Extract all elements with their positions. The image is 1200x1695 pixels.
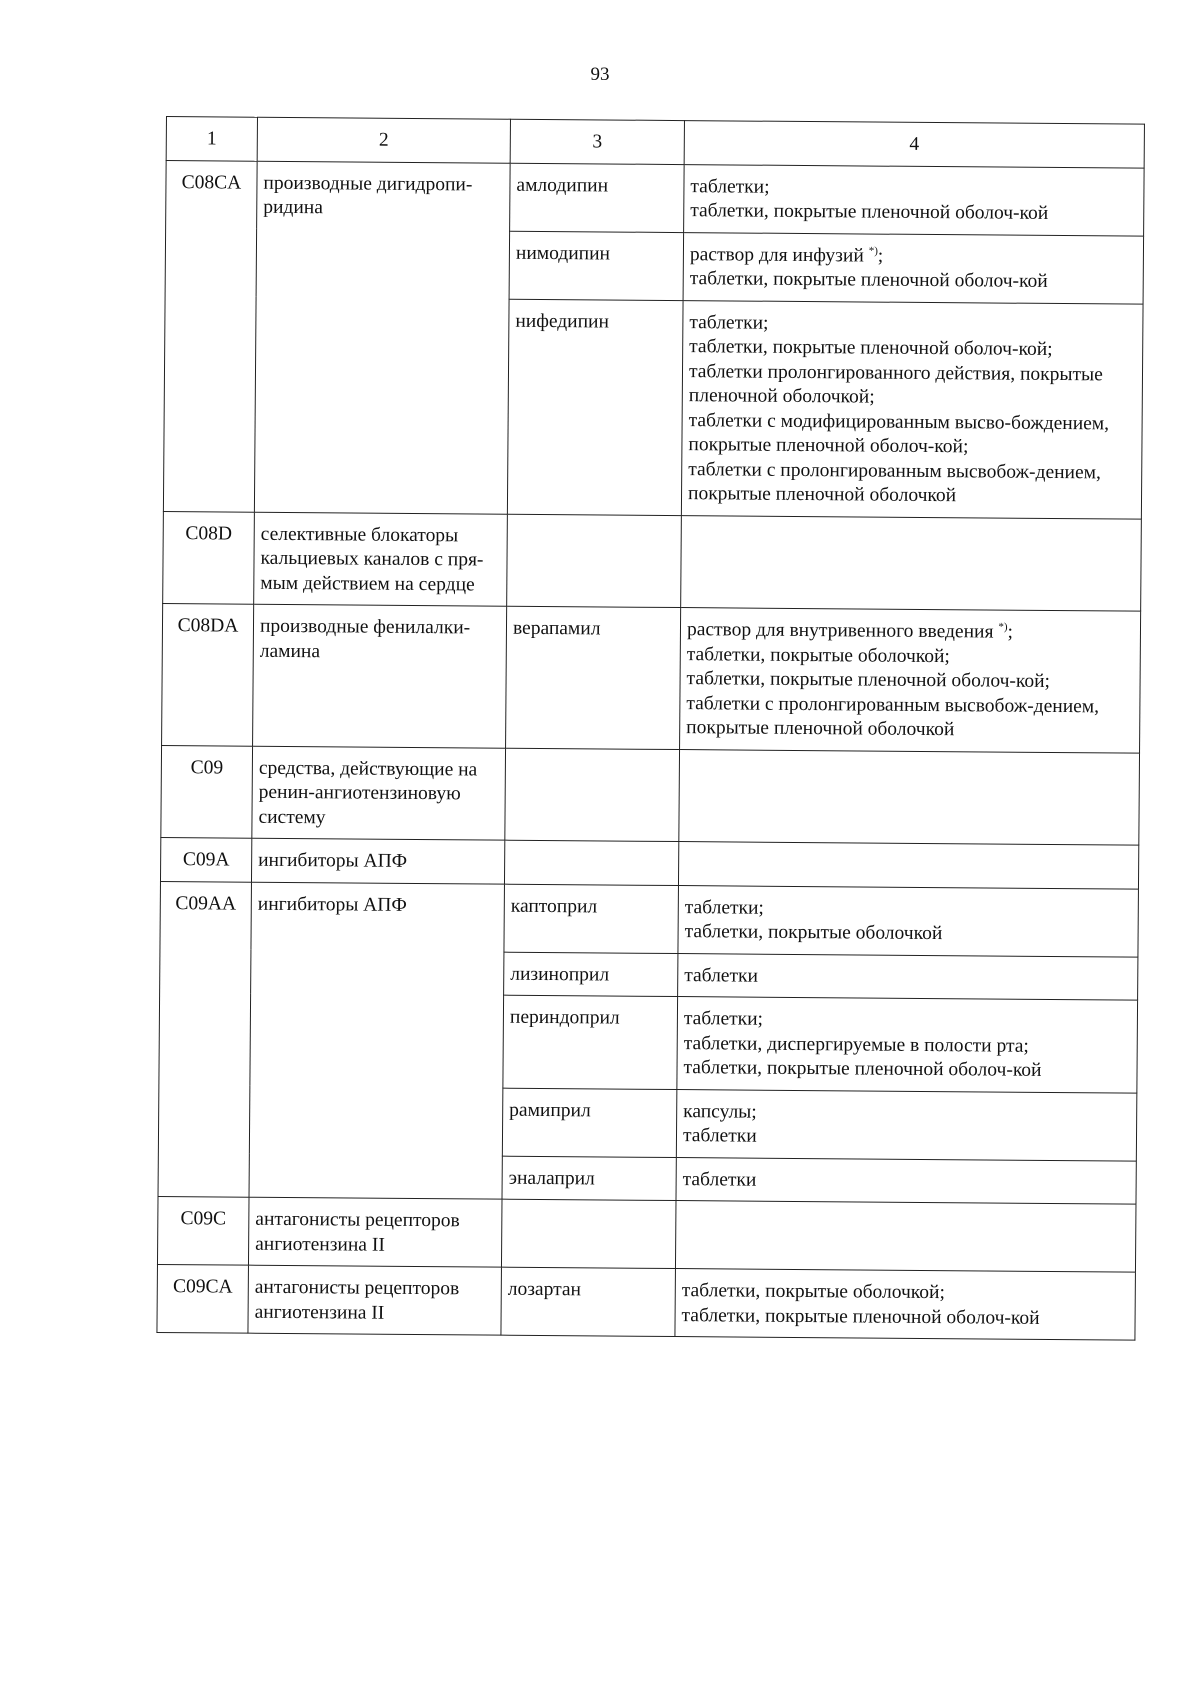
atc-code: C08CA xyxy=(163,160,257,512)
dosage-form: таблетки, покрытые пленочной оболоч-кой xyxy=(683,1057,1042,1081)
drug-name: периндоприл xyxy=(503,995,678,1089)
group-name: антагонисты рецепторов ангиотензина II xyxy=(248,1265,502,1335)
dosage-forms xyxy=(676,1089,1137,1161)
drug-name: эналаприл xyxy=(502,1156,676,1201)
drug-name: нифедипин xyxy=(507,299,683,515)
footnote-marker: *) xyxy=(868,244,878,257)
table-row xyxy=(160,881,1139,957)
dosage-forms xyxy=(678,842,1138,889)
group-name: средства, действующие на ренин-ангиотензиновую систему xyxy=(252,746,506,840)
dosage-form: таблетки, покрытые пленочной оболоч-кой xyxy=(689,268,1048,292)
table-header-row xyxy=(166,117,1144,168)
dosage-forms xyxy=(676,1157,1136,1204)
drug-name: лизиноприл xyxy=(504,952,678,997)
table-row xyxy=(163,511,1142,611)
drug-name: рамиприл xyxy=(502,1088,677,1157)
dosage-forms xyxy=(680,608,1141,753)
table-row xyxy=(160,837,1138,888)
dosage-form: раствор для внутривенного введения *); xyxy=(686,619,1014,643)
column-header: 3 xyxy=(510,119,684,164)
group-name: ингибиторы АПФ xyxy=(251,838,504,883)
table-row xyxy=(157,1196,1136,1272)
group-name: селективные блокаторы кальциевых каналов с пря-мым действием на сердце xyxy=(254,512,508,606)
dosage-forms xyxy=(675,1269,1136,1341)
table-row xyxy=(162,603,1141,752)
dosage-form: таблетки с пролонгированным высвобож-дением, покрытые пленочной оболочкой xyxy=(687,458,1101,507)
dosage-form: таблетки; xyxy=(689,311,769,334)
dosage-form: таблетки; xyxy=(684,896,764,919)
column-header: 1 xyxy=(166,117,257,161)
drug-name: лозартан xyxy=(501,1267,676,1336)
dosage-form: таблетки, покрытые оболочкой xyxy=(684,921,943,945)
drug-name: верапамил xyxy=(506,606,681,749)
drug-name xyxy=(505,748,680,842)
drug-name xyxy=(504,840,678,885)
dosage-forms xyxy=(683,232,1144,304)
dosage-form: таблетки, покрытые пленочной оболоч-кой; xyxy=(686,668,1051,692)
dosage-forms xyxy=(681,300,1143,519)
group-name: производные дигидропи-ридина xyxy=(254,161,510,514)
dosage-form: таблетки xyxy=(682,1125,757,1147)
drug-name: нимодипин xyxy=(509,231,684,300)
dosage-form: таблетки, покрытые оболочкой; xyxy=(686,643,950,667)
atc-code: C09AA xyxy=(158,881,251,1197)
group-name: антагонисты рецепторов ангиотензина II xyxy=(248,1197,502,1267)
atc-code: C09CA xyxy=(157,1264,249,1333)
group-name: производные фенилалки-ламина xyxy=(253,604,507,747)
dosage-form: таблетки, покрытые оболочкой; xyxy=(681,1280,945,1304)
atc-code: C09A xyxy=(160,837,251,881)
dosage-form: капсулы; xyxy=(683,1100,757,1123)
dosage-forms xyxy=(678,953,1138,1000)
atc-code: C09 xyxy=(161,745,253,838)
atc-code: C08DA xyxy=(162,603,254,745)
group-name: ингибиторы АПФ xyxy=(249,882,504,1199)
dosage-form: таблетки; xyxy=(690,175,770,198)
page-number: 93 xyxy=(590,64,610,85)
atc-code: C09C xyxy=(157,1196,249,1265)
dosage-forms xyxy=(679,749,1140,845)
column-header: 4 xyxy=(684,121,1144,168)
dosage-form: таблетки, покрытые пленочной оболоч-кой xyxy=(690,200,1049,224)
dosage-form: таблетки с пролонгированным высвобож-дением, покрытые пленочной оболочкой xyxy=(686,692,1100,741)
dosage-forms xyxy=(675,1201,1136,1273)
dosage-form: таблетки с модифицированным высво-бождением, покрытые пленочной оболоч-кой; xyxy=(688,409,1110,458)
dosage-forms xyxy=(681,515,1142,611)
dosage-form: таблетки, диспергируемые в полости рта; xyxy=(683,1032,1029,1057)
drug-name: амлодипин xyxy=(510,163,685,232)
column-header: 2 xyxy=(257,117,510,162)
dosage-forms xyxy=(677,997,1138,1093)
dosage-forms xyxy=(684,164,1145,236)
dosage-form: таблетки, покрытые пленочной оболоч-кой; xyxy=(689,336,1053,360)
dosage-form: таблетки xyxy=(684,964,759,987)
drug-name xyxy=(507,514,682,608)
table-row xyxy=(161,745,1140,845)
atc-code: C08D xyxy=(163,511,255,604)
dosage-form: таблетки пролонгированного действия, покрытые пленочной оболочкой; xyxy=(688,360,1103,408)
table-row xyxy=(157,1264,1136,1340)
table-row xyxy=(166,160,1145,236)
drug-list-table xyxy=(156,116,1145,1341)
dosage-form: таблетки; xyxy=(683,1008,764,1030)
dosage-form: раствор для инфузий *); xyxy=(689,243,884,267)
drug-name xyxy=(501,1199,676,1268)
dosage-form: таблетки, покрытые пленочной оболоч-кой xyxy=(681,1304,1040,1329)
drug-name: каптоприл xyxy=(504,884,679,953)
dosage-form: таблетки xyxy=(682,1168,757,1191)
dosage-forms xyxy=(678,885,1139,957)
footnote-marker: *) xyxy=(998,621,1008,634)
